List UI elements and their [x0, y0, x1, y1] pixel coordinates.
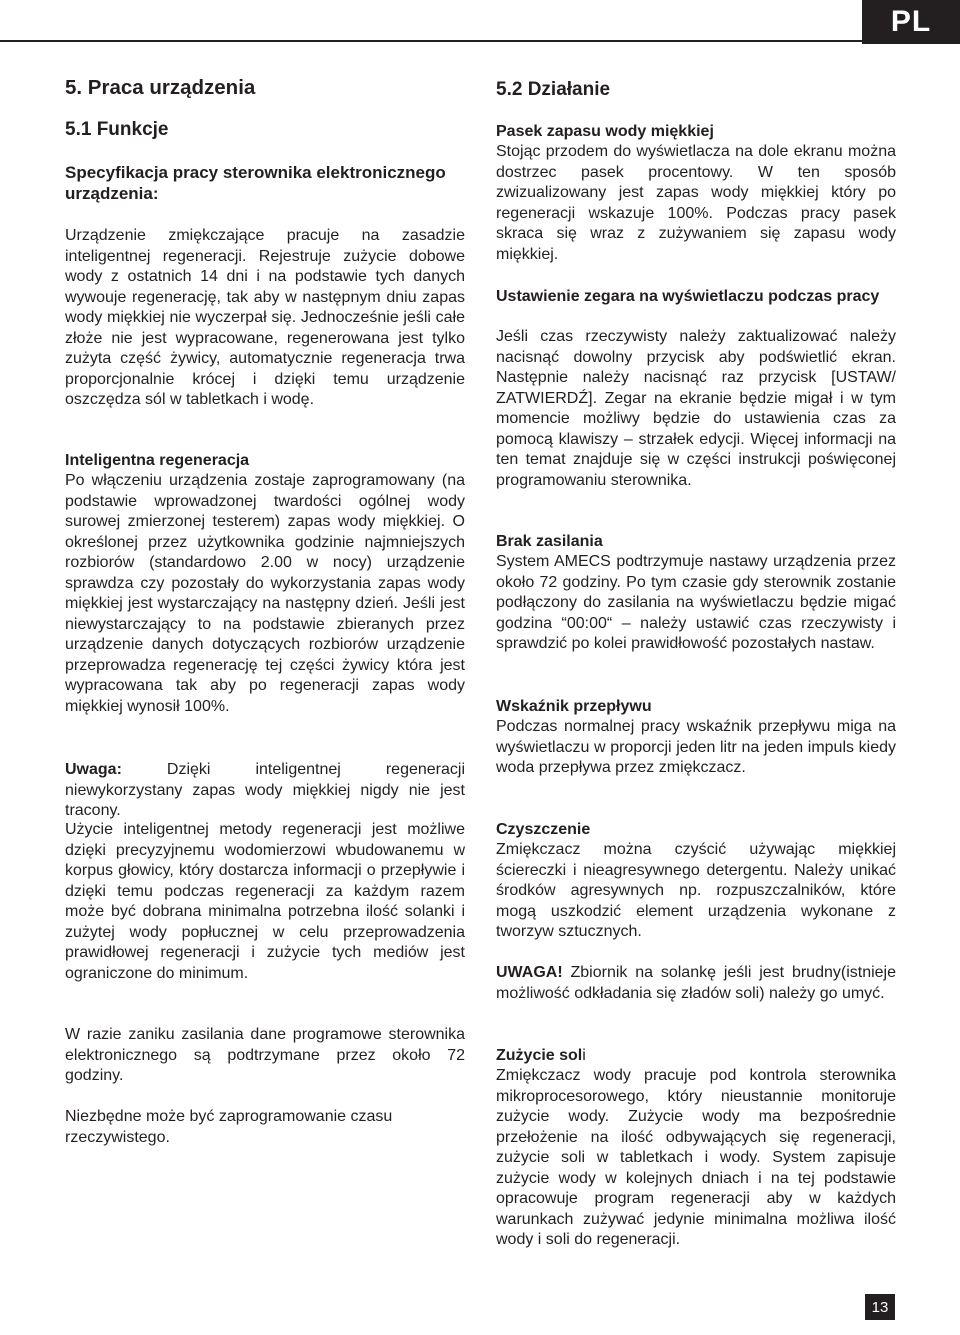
soft-water-bar-text: Stojąc przodem do wyświetlacza na dole ekranu można dostrzec pasek procentowy. W ten sposób zwizualizowany jest zapas wody miękkiej który po regeneracji wskazuje 100%. Podczas pracy pasek skraca się wraz z zużywaniem się zapasu wody miękkiej. — [496, 143, 896, 263]
paragraph-power-loss: W razie zaniku zasilania dane programowe sterownika elektronicznego są podtrzymane przez około 72 godziny. — [65, 1026, 465, 1084]
salt-usage-heading-tail: i — [582, 1047, 586, 1064]
flow-indicator-heading: Wskaźnik przepływu — [496, 698, 652, 715]
spec-heading: Specyfikacja pracy sterownika elektronicznego urządzenia: — [65, 163, 446, 203]
language-badge: PL — [862, 0, 960, 44]
salt-usage-text: Zmiękczacz wody pracuje pod kontrola sterownika mikroprocesorowego, który nieustannie monitoruje zużycie wody. Zużycie wody ma bezpośrednie przełożenie na ilość odbywających się regeneracji, zużycie soli w tabletkach i wody. System zapisuje zużycie wody w kolejnych dniach i na tej podstawie opracowuje program regeneracji aby w każdych warunkach zużywać jedynie minimalna możliwa ilość wody i soli do regeneracji. — [496, 1067, 896, 1248]
chapter-title: 5. Praca urządzenia — [65, 76, 256, 99]
paragraph-water-meter: Użycie inteligentnej metody regeneracji jest możliwe dzięki precyzyjnemu wodomierzowi wbudowanemu w korpus głowicy, który dostarcza informacji o przepływie i dzięki temu podczas regeneracji za każdym razem może być dobrana minimalna potrzebna ilość solanki i zużytej wody popłucznej w celu przeprowadzenia prawidłowej regeneracji i zużycie tych mediów jest ograniczone do minimum. — [65, 821, 465, 982]
salt-usage-heading-main: Zużycie sol — [496, 1047, 583, 1064]
note-paragraph — [65, 760, 465, 822]
cleaning-heading: Czyszczenie — [496, 821, 591, 838]
salt-usage-heading — [496, 1046, 896, 1067]
section-title-operation: 5.2 Działanie — [496, 79, 611, 100]
clock-setting-text: Jeśli czas rzeczywisty należy zaktualizować należy nacisnąć dowolny przycisk aby podświetlić ekran. Następnie należy nacisnąć raz przycisk [USTAW/ ZATWIERDŹ]. Zegar na ekranie będzie migał i w tym momencie możliwy będzie do ustawienia czas za pomocą klawiszy – strzałek edycji. Więcej informacji na ten temat znajduje się w części instrukcji poświęconej programowaniu sterownika. — [496, 328, 896, 489]
section-title-functions: 5.1 Funkcje — [65, 119, 169, 140]
cleaning-text: Zmiękczacz można czyścić używając miękkiej ściereczki i nieagresywnego detergentu. Należy unikać środków agresywnych np. rozpuszczalników, które mogą uszkodzić element urządzenia wykonane z tworzyw sztucznych. — [496, 841, 896, 940]
header-rule — [0, 40, 862, 42]
clock-setting-heading: Ustawienie zegara na wyświetlaczu podczas pracy — [496, 288, 880, 305]
note-label: Uwaga: — [65, 761, 122, 778]
paragraph-intelligent-regeneration: Po włączeniu urządzenia zostaje zaprogramowany (na podstawie wprowadzonej twardości ogólnej wody surowej zmierzonej testerem) zapas wody miękkiej. O określonej przez użytkownika godzinie najmniejszych rozbiorów (standardowo 2.00 w nocy) urządzenie sprawdza czy pozostały do wykorzystania zapas wody miękkiej jest wystarczający na następny dzień. Jeśli jest niewystarczający to na podstawie zbieranych przez urządzenie danych dotyczących rozbiorów urządzenie przeprowadza regenerację tej części żywicy która jest wypracowana tak aby po regeneracji zapas wody miękkiej wynosił 100%. — [65, 472, 465, 715]
power-failure-heading: Brak zasilania — [496, 533, 603, 550]
paragraph-realtime-programming: Niezbędne może być zaprogramowanie czasu rzeczywistego. — [65, 1108, 393, 1146]
intelligent-regeneration-heading: Inteligentna regeneracja — [65, 452, 250, 469]
soft-water-bar-heading: Pasek zapasu wody miękkiej — [496, 123, 714, 140]
power-failure-text: System AMECS podtrzymuje nastawy urządzenia przez około 72 godziny. Po tym czasie gdy sterownik zostanie podłączony do zasilania na wyświetlaczu będzie migać godzina “00:00“ – należy ustawić czas rzeczywisty i sprawdzić po kolei prawidłowość pozostałych nastaw. — [496, 553, 896, 652]
paragraph-smart-regeneration-intro: Urządzenie zmiękczające pracuje na zasadzie inteligentnej regeneracji. Rejestruje zużycie dobowe wody z ostatnich 14 dni i na podstawie tych danych wywouje regenerację, tak aby w następnym dniu zapas wody miękkiej nie wyczerpał się. Jednocześnie jeśli całe złoże nie jest wypracowane, regenerowana jest tylko zużyta część żywicy, automatycznie regeneracja trwa proporcjonalnie krócej i dzięki temu urządzenie oszczędza sól w tabletkach i wodę. — [65, 227, 465, 408]
warning-text: Zbiornik na solankę jeśli jest brudny(istnieje możliwość odkładania się zładów soli) należy go umyć. — [496, 964, 896, 1002]
flow-indicator-text: Podczas normalnej pracy wskaźnik przepływu miga na wyświetlaczu w proporcji jeden litr na jeden impuls kiedy woda przepływa przez zmiękczacz. — [496, 718, 896, 776]
warning-paragraph — [496, 963, 896, 1004]
page-number: 13 — [865, 1294, 895, 1320]
note-text: Dzięki inteligentnej regeneracji niewykorzystany zapas wody miękkiej nigdy nie jest tracony. — [65, 761, 465, 819]
warning-label: UWAGA! — [496, 964, 563, 981]
